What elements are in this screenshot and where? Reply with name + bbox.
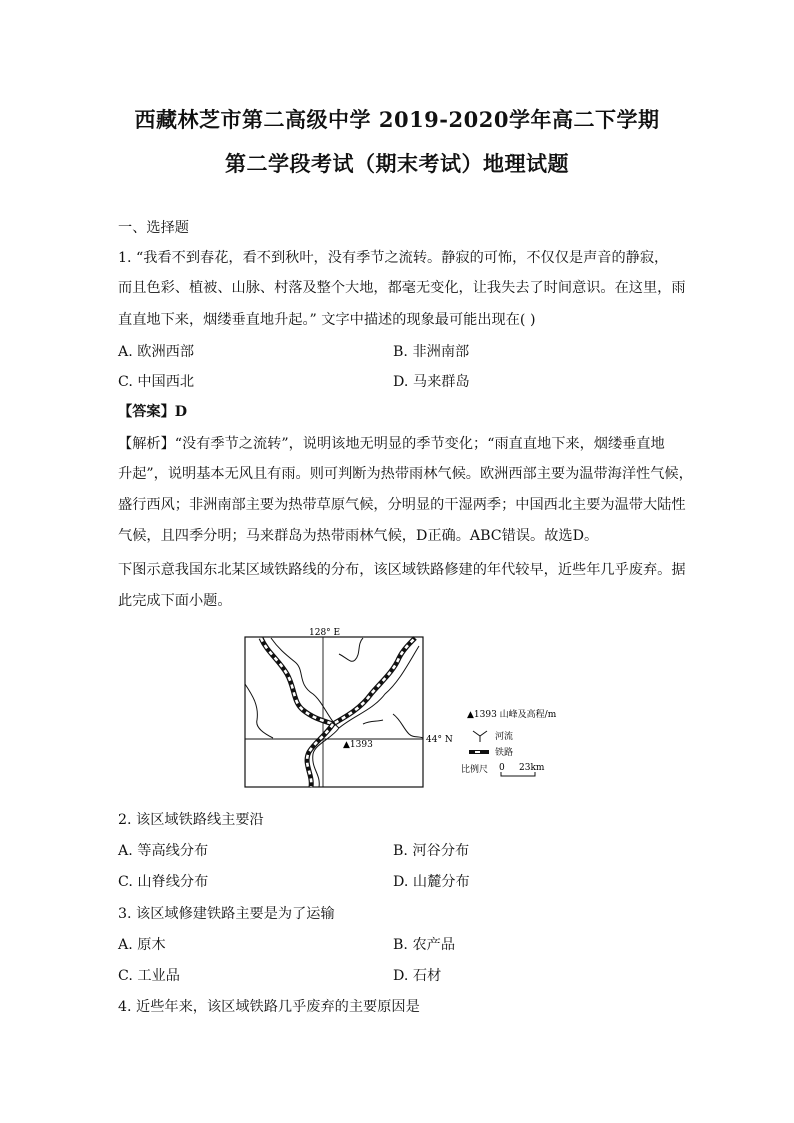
q1-option-b: B. 非洲南部 [393, 344, 470, 360]
q3-stem: 3. 该区域修建铁路主要是为了运输 [118, 906, 335, 922]
q2-option-c: C. 山脊线分布 [118, 874, 209, 890]
legend-railway-icon [469, 750, 489, 754]
longitude-label: 128° E [309, 628, 341, 638]
q1-analysis-line-4: 气候，且四季分明；马来群岛为热带雨林气候，D正确。ABC错误。故选D。 [118, 528, 599, 544]
title-line-2: 第二学段考试（期末考试）地理试题 [225, 151, 569, 176]
q1-analysis-line-1: 【解析】“没有季节之流转”，说明该地无明显的季节变化；“雨直直地下来，烟缕垂直地 [118, 436, 665, 452]
q2-option-b: B. 河谷分布 [393, 843, 470, 859]
q2-option-a: A. 等高线分布 [118, 843, 209, 859]
q1-option-d: D. 马来群岛 [393, 374, 470, 390]
q3-option-d: D. 石材 [393, 968, 442, 984]
q3-option-c: C. 工业品 [118, 968, 180, 984]
q1-option-c: C. 中国西北 [118, 374, 195, 390]
q1-analysis-line-2: 升起”，说明基本无风且有雨。则可判断为热带雨林气候。欧洲西部主要为温带海洋性气候， [118, 466, 693, 482]
legend-river-icon [473, 731, 487, 742]
peak-label: ▲1393 [343, 740, 373, 750]
q3-option-b: B. 农产品 [393, 937, 456, 953]
q1-stem-line-3: 直直地下来，烟缕垂直地升起。” 文字中描述的现象最可能出现在( ) [118, 312, 536, 328]
q3-option-a: A. 原木 [118, 937, 166, 953]
legend-river: 河流 [495, 732, 514, 742]
latitude-label: 44° N [426, 735, 453, 745]
q1-stem-line-2: 而且色彩、植被、山脉、村落及整个大地，都毫无变化，让我失去了时间意识。在这里，雨 [118, 280, 686, 296]
legend-scale-zero: 0 [499, 763, 505, 773]
q1-analysis-line-3: 盛行西风；非洲南部主要为热带草原气候，分明显的干湿两季；中国西北主要为温带大陆性 [118, 497, 686, 513]
q4-stem: 4. 近些年来，该区域铁路几乎废弃的主要原因是 [118, 999, 420, 1015]
title-line-1: 西藏林芝市第二高级中学 2019-2020学年高二下学期 [134, 107, 660, 132]
q2-stem: 2. 该区域铁路线主要沿 [118, 812, 264, 828]
legend-scale-label: 比例尺 [461, 765, 489, 775]
legend-railway: 铁路 [495, 748, 514, 758]
q1-stem-line-1: 1. “我看不到春花，看不到秋叶，没有季节之流转。静寂的可怖，不仅仅是声音的静寂， [118, 250, 669, 266]
intro-line-2: 此完成下面小题。 [118, 593, 232, 609]
intro-line-1: 下图示意我国东北某区域铁路线的分布，该区域铁路修建的年代较早，近些年几乎废弃。据 [118, 562, 686, 578]
q2-option-d: D. 山麓分布 [393, 874, 470, 890]
railway-line [261, 638, 415, 787]
q1-answer: 【答案】D [118, 404, 188, 420]
legend-scale-end: 23km [519, 763, 545, 773]
map-legend [461, 708, 557, 776]
q1-option-a: A. 欧洲西部 [118, 344, 195, 360]
railway-map [243, 624, 573, 792]
legend-peak: ▲1393 山峰及高程/m [467, 710, 557, 720]
section-heading: 一、选择题 [118, 220, 189, 236]
